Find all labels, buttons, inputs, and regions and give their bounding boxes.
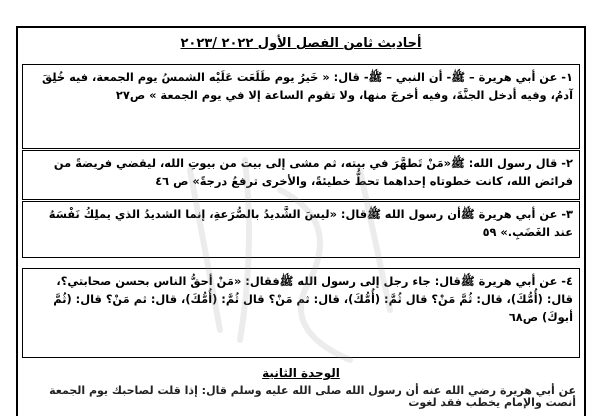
hadith-1: ١- عن أبي هريرة – ﷺ- أن النبي – ﷺ- قال: « خَيرُ يوم طَلَعَت عَلَيْه الشمسُ يوم الجمعة، فيه خُلِقَ آدمُ، وفيه أدخل الجنَّةَ، وفيه أخرجَ منها، ولا تقوم الساعة إلا في يوم الجمعة » ص٢٧	[22, 64, 580, 149]
hadith-4: ٤- عن أبي هريرة ﷺقال: جاء رجل إلى رسول الله ﷺفقال: «مَنْ أحقُّ الناس بحسن صحابتي؟، قال: (أُمُّكَ)، قال: ثُمَّ مَنْ؟ قال ثُمَّ: (أُمُّكَ)، قال: ثم مَنْ؟ قال ثُمَّ: (أُمُّكَ)، قال: ثم مَنْ؟ قال: (ثُمَّ أبوكَ) ص٦٨	[22, 268, 580, 358]
document-frame	[16, 26, 586, 416]
hadith-3: ٣- عن أبي هريرة ﷺأن رسول الله ﷺقال: «ليسَ الشَّديدُ بالصُّرَعةِ، إنما الشديدُ الذي يملِكُ نَفْسَهُ عند الغَضَبِ.» ٥٩	[22, 201, 580, 258]
page-title: أحاديث ثامن الفصل الأول ٢٠٢٢ /٢٠٢٣	[180, 36, 422, 51]
unit-title: الوحدة الثانية	[262, 366, 340, 380]
cut-off-text-line: عن أبي هريرة رضي الله عنه أن رسول الله صلى الله عليه وسلم قال: إذا قلت لصاحبك يوم الجمعة أنصت والإمام يخطب فقد لغوت	[49, 384, 576, 409]
hadith-2: ٢- قال رسول الله: ﷺ«مَنْ تَطهَّرَ في بيته، ثم مشى إلى بيت من بيوتِ الله، ليقضي فريضةً من فرائض الله، كانت خطوتاه إحداهما تحطُّ خطيئةً، والأخرى ترفعُ درجةً» ص ٤٦	[22, 150, 580, 200]
